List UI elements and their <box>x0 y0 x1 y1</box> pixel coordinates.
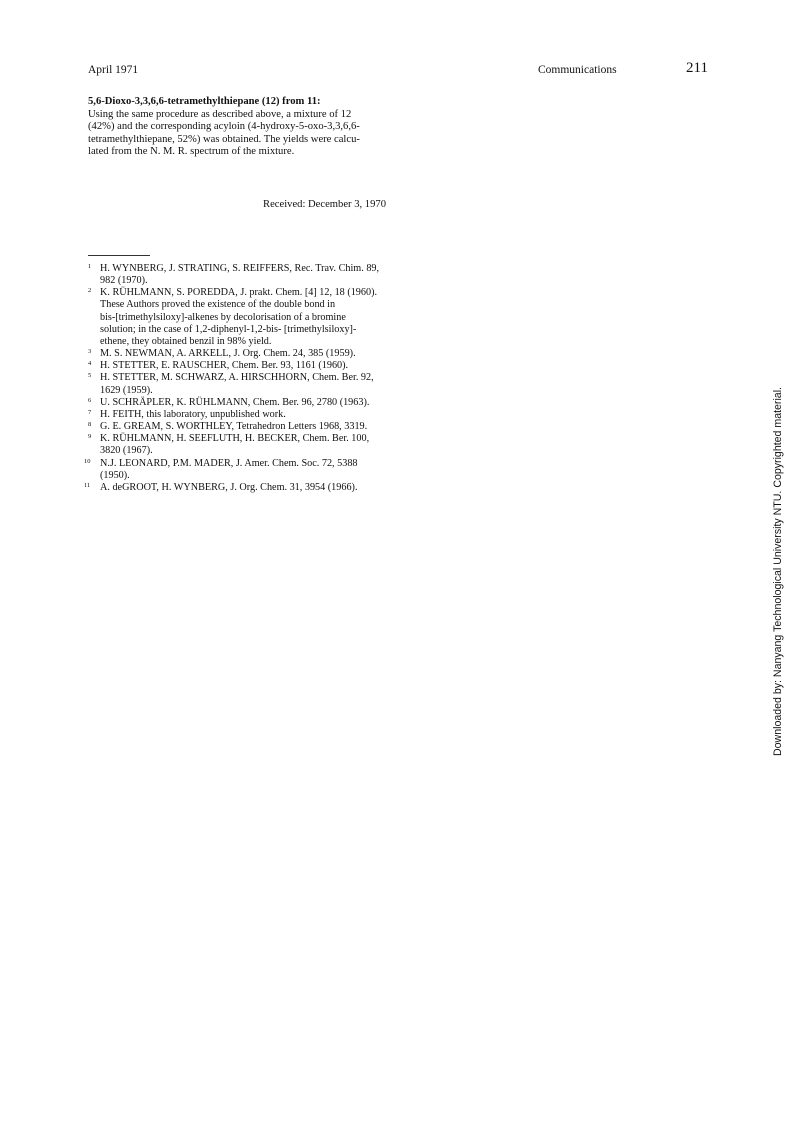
reference-line: ethene, they obtained benzil in 98% yield. <box>100 335 272 347</box>
reference-item <box>84 481 386 494</box>
reference-item <box>84 457 386 482</box>
reference-line: K. RÜHLMANN, S. POREDDA, J. prakt. Chem. [4] 12, 18 (1960). <box>100 287 378 299</box>
reference-line: (1950). <box>100 469 130 481</box>
reference-item <box>88 287 386 348</box>
reference-number: 6 <box>88 396 92 404</box>
paragraph-line: tetramethylthiepane, 52%) was obtained. The yields were calcu- <box>88 133 360 145</box>
reference-line: N.J. LEONARD, P.M. MADER, J. Amer. Chem. Soc. 72, 5388 <box>100 457 358 469</box>
download-watermark: Downloaded by: Nanyang Technological University NTU. Copyrighted material. <box>772 386 784 756</box>
section-title: 5,6-Dioxo-3,3,6,6-tetramethylthiepane (12) from 11: <box>88 96 321 107</box>
reference-number: 7 <box>88 408 92 416</box>
reference-line: 982 (1970). <box>100 275 148 287</box>
reference-number: 9 <box>88 433 92 441</box>
reference-line: H. FEITH, this laboratory, unpublished work. <box>100 408 286 420</box>
reference-number: 10 <box>84 457 91 465</box>
header-journal-section: Communications <box>538 64 617 76</box>
reference-item <box>88 360 386 372</box>
reference-item <box>88 421 386 433</box>
reference-line: H. STETTER, E. RAUSCHER, Chem. Ber. 93, 1161 (1960). <box>100 360 349 372</box>
received-date: Received: December 3, 1970 <box>263 199 386 210</box>
reference-number: 8 <box>88 421 92 429</box>
reference-line: M. S. NEWMAN, A. ARKELL, J. Org. Chem. 24, 385 (1959). <box>100 348 356 360</box>
reference-line: 3820 (1967). <box>100 445 153 457</box>
reference-number: 2 <box>88 287 92 295</box>
reference-line: bis-[trimethylsiloxy]-alkenes by decolorisation of a bromine <box>100 311 346 323</box>
reference-line: These Authors proved the existence of the double bond in <box>100 299 336 311</box>
paragraph-line: Using the same procedure as described above, a mixture of 12 <box>88 108 352 120</box>
reference-item <box>88 409 386 421</box>
footnote-divider <box>88 255 150 256</box>
reference-number: 1 <box>88 263 92 270</box>
header-date: April 1971 <box>88 64 139 76</box>
reference-line: H. STETTER, M. SCHWARZ, A. HIRSCHHORN, Chem. Ber. 92, <box>100 372 374 384</box>
reference-line: K. RÜHLMANN, H. SEEFLUTH, H. BECKER, Chem. Ber. 100, <box>100 433 370 445</box>
reference-line: G. E. GREAM, S. WORTHLEY, Tetrahedron Letters 1968, 3319. <box>100 421 368 433</box>
reference-line: H. WYNBERG, J. STRATING, S. REIFFERS, Rec. Trav. Chim. 89, <box>100 263 380 274</box>
paragraph-line: (42%) and the corresponding acyloin (4-hydroxy-5-oxo-3,3,6,6- <box>88 121 360 133</box>
reference-number: 3 <box>88 348 92 356</box>
reference-item <box>88 433 386 457</box>
reference-line: A. deGROOT, H. WYNBERG, J. Org. Chem. 31, 3954 (1966). <box>100 481 358 493</box>
paragraph-line: lated from the N. M. R. spectrum of the mixture. <box>88 146 295 158</box>
reference-item <box>88 397 386 409</box>
reference-item <box>88 348 386 360</box>
reference-item <box>88 263 386 287</box>
page-number: 211 <box>686 60 708 76</box>
reference-line: 1629 (1959). <box>100 384 153 396</box>
reference-line: solution; in the case of 1,2-diphenyl-1,2-bis- [trimethylsiloxy]- <box>100 323 357 335</box>
reference-number: 11 <box>84 481 91 489</box>
experimental-section <box>88 96 386 159</box>
section-paragraph <box>88 109 386 159</box>
reference-number: 5 <box>88 372 92 380</box>
reference-list <box>84 263 386 494</box>
reference-number: 4 <box>88 360 92 368</box>
reference-item <box>88 372 386 396</box>
reference-line: U. SCHRÄPLER, K. RÜHLMANN, Chem. Ber. 96, 2780 (1963). <box>100 396 370 408</box>
